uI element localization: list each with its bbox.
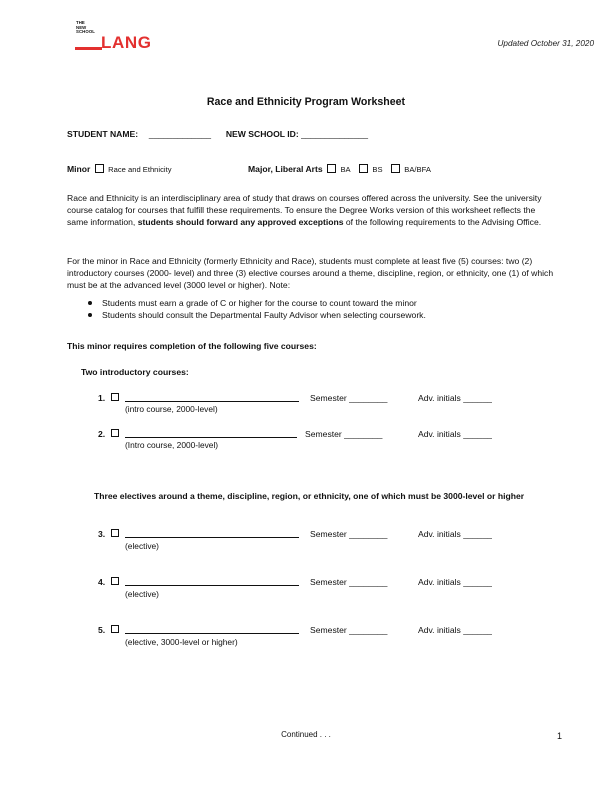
course-2-field[interactable] [125,429,297,438]
student-name-field[interactable]: _____________ [148,129,212,139]
course-3-field[interactable] [125,529,299,538]
electives-heading: Three electives around a theme, discipline, region, or ethnicity, one of which must be 3000-level or higher [94,491,525,501]
course-4-caption: (elective) [125,589,159,599]
note-item: Students should consult the Departmental Faulty Advisor when selecting coursework. [84,309,544,321]
course-4-checkbox[interactable] [111,577,119,585]
logo-bar [75,47,102,50]
course-3-checkbox[interactable] [111,529,119,537]
major-ba-checkbox[interactable] [327,164,336,173]
course-1-semester-field[interactable]: ________ [349,393,388,403]
school-id-field[interactable]: ______________ [301,129,369,139]
course-5-semester: Semester ________ [310,625,388,635]
major-label: Major, Liberal Arts [248,164,323,174]
note-item: Students must earn a grade of C or higher for the course to count toward the minor [84,297,544,309]
course-2-checkbox[interactable] [111,429,119,437]
course-2-caption: (Intro course, 2000-level) [125,440,219,450]
course-row-3: 3. [98,529,299,539]
major-option-ba: BA [340,165,351,174]
intro-paragraph: Race and Ethnicity is an interdisciplinary area of study that draws on courses offered across the university. See the university course catalog for courses that fulfill these requirements. To ensure the Degree Works version of this worksheet reflects the same information, students should forward any approved exceptions of the following requirements to the Advising Office. [67,193,542,228]
major-row [248,164,431,174]
course-5-semester-field[interactable]: ________ [349,625,388,635]
course-row-2: 2. [98,429,297,439]
course-1-caption: (intro course, 2000-level) [125,404,218,414]
page-title: Race and Ethnicity Program Worksheet [206,96,406,108]
course-2-semester: Semester ________ [305,429,383,439]
minor-label: Minor [67,164,91,174]
minor-checkbox[interactable] [95,164,104,173]
course-row-5: 5. [98,625,299,635]
requirements-paragraph: For the minor in Race and Ethnicity (formerly Ethnicity and Race), students must complete at least five (5) courses: two (2) introductory courses (2000- level) and three (3) elective courses around a theme, discipline, region, or ethnicity, one (1) of which must be at the advanced level (3000 level or higher). Note: [67,256,554,291]
course-1-initials: Adv. initials ______ [418,393,492,403]
course-4-semester: Semester ________ [310,577,388,587]
major-babfa-checkbox[interactable] [391,164,400,173]
logo-lang: LANG [101,33,152,52]
course-row-1: 1. [98,393,299,403]
course-5-caption: (elective, 3000-level or higher) [125,637,238,647]
course-5-initials: Adv. initials ______ [418,625,492,635]
course-3-initials-field[interactable]: ______ [463,529,492,539]
course-row-4: 4. [98,577,299,587]
course-3-initials: Adv. initials ______ [418,529,492,539]
program-row [67,164,172,174]
major-bs-checkbox[interactable] [359,164,368,173]
continued-note: Continued . . . [281,730,331,739]
course-5-field[interactable] [125,625,299,634]
course-4-field[interactable] [125,577,299,586]
student-info-row [67,129,368,139]
updated-date: Updated October 31, 2020 [497,39,594,48]
completion-heading: This minor requires completion of the following five courses: [67,341,317,351]
course-3-semester-field[interactable]: ________ [349,529,388,539]
course-4-semester-field[interactable]: ________ [349,577,388,587]
course-4-initials-field[interactable]: ______ [463,577,492,587]
minor-option: Race and Ethnicity [108,165,172,174]
course-1-initials-field[interactable]: ______ [463,393,492,403]
course-2-initials: Adv. initials ______ [418,429,492,439]
course-5-initials-field[interactable]: ______ [463,625,492,635]
intro-courses-heading: Two introductory courses: [81,367,189,377]
page-number: 1 [557,731,563,741]
course-3-semester: Semester ________ [310,529,388,539]
logo-wordmark-small: THE NEW SCHOOL [76,20,95,35]
student-name-label: STUDENT NAME: [67,129,139,139]
course-1-checkbox[interactable] [111,393,119,401]
course-3-caption: (elective) [125,541,159,551]
notes-list [84,297,544,321]
course-1-field[interactable] [125,393,299,402]
school-id-label: NEW SCHOOL ID: [225,129,299,139]
course-4-initials: Adv. initials ______ [418,577,492,587]
major-option-bs: BS [372,165,383,174]
course-5-checkbox[interactable] [111,625,119,633]
course-2-semester-field[interactable]: ________ [344,429,383,439]
course-2-initials-field[interactable]: ______ [463,429,492,439]
course-1-semester: Semester ________ [310,393,388,403]
major-option-babfa: BA/BFA [404,165,431,174]
